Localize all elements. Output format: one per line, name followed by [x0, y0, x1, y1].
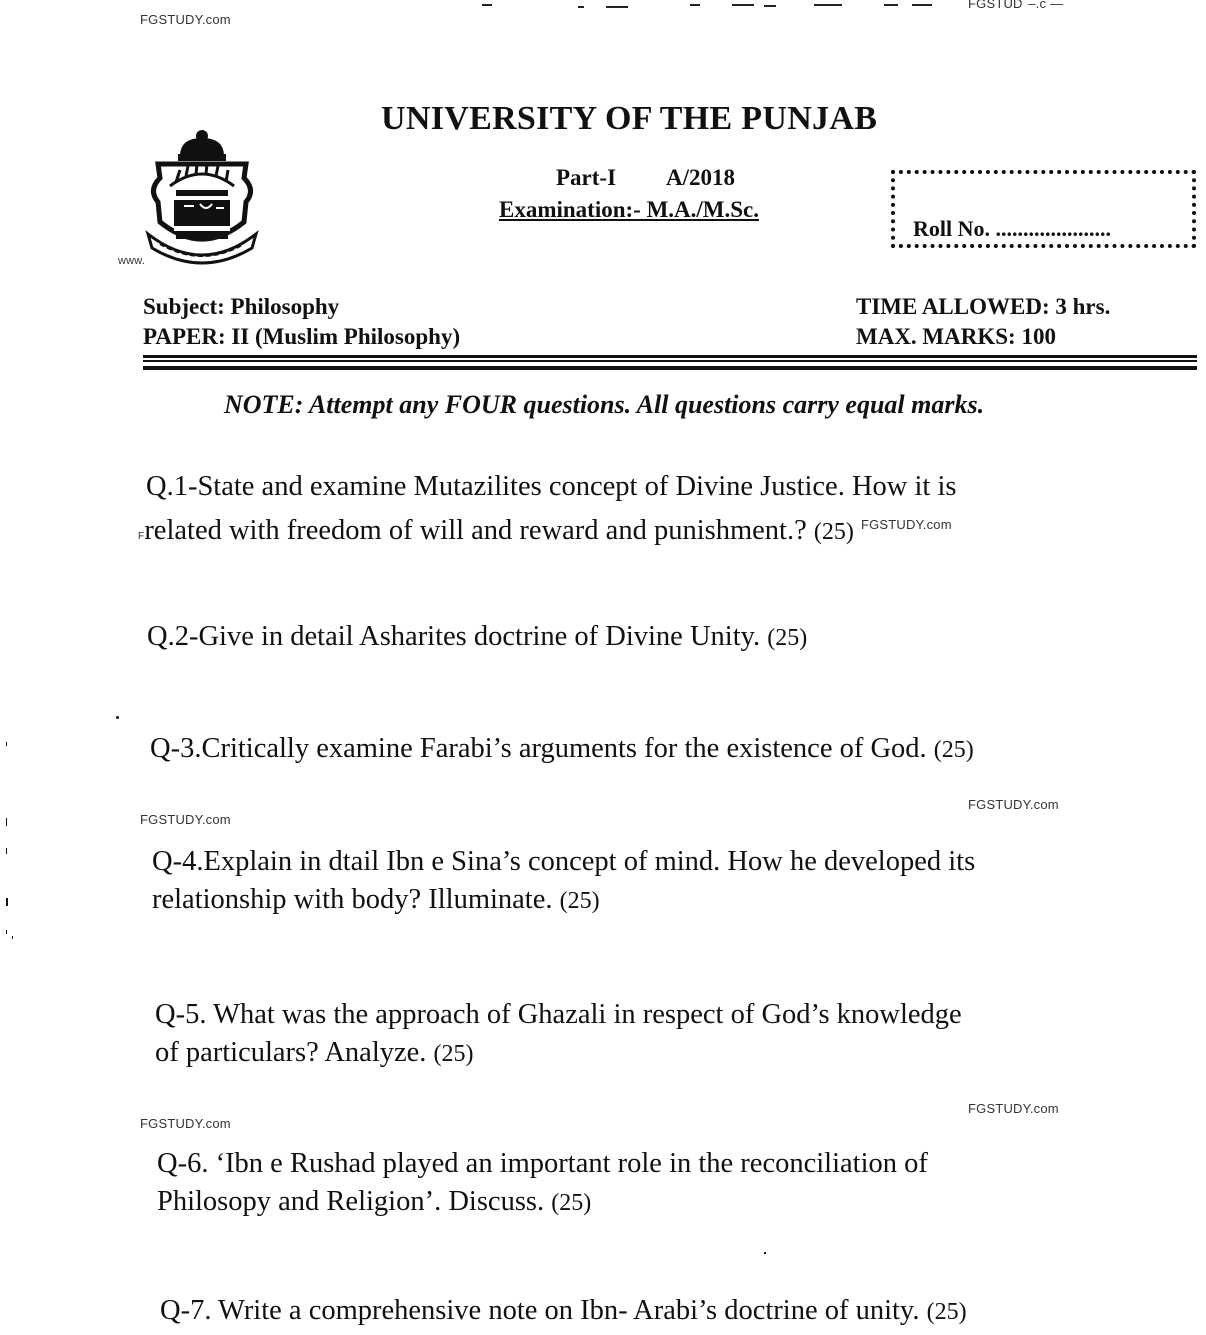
header-rule-top — [143, 355, 1197, 358]
scan-artifact-dot — [6, 742, 7, 746]
question-6 — [157, 1145, 928, 1222]
scan-artifact-dot — [6, 818, 7, 826]
question-4-line-1: Q-4.Explain in dtail Ibn e Sina’s concept of mind. How he developed its — [152, 846, 976, 877]
question-4-line-2 — [152, 881, 975, 920]
question-2 — [147, 618, 807, 657]
watermark-logo-left: www. — [118, 255, 146, 267]
question-3 — [150, 730, 974, 769]
question-6-line-2 — [157, 1183, 928, 1222]
question-2-marks: (25) — [767, 625, 808, 651]
scan-artifact-dash — [912, 4, 932, 6]
question-5-marks: (25) — [433, 1041, 474, 1067]
question-1-line-2 — [138, 506, 956, 556]
watermark-top-right: FGSTUD –.c — — [968, 0, 1064, 11]
exam-type: Examination:- M.A./M.Sc. — [499, 197, 760, 222]
scan-artifact-dash — [578, 6, 584, 8]
header-rule-middle — [143, 360, 1197, 362]
watermark-mid-right: FGSTUDY.com — [968, 797, 1059, 812]
watermark-mid-left: FGSTUDY.com — [140, 812, 231, 827]
scan-artifact-dash — [732, 4, 754, 6]
question-4-marks: (25) — [559, 888, 600, 914]
question-4 — [152, 843, 975, 920]
scan-artifact-dot — [116, 716, 119, 719]
question-5-text-2: of particulars? Analyze. — [155, 1037, 427, 1068]
question-6-line-1: Q-6. ‘Ibn e Rushad played an important role in the reconciliation of — [157, 1148, 928, 1179]
scan-artifact-dot — [6, 898, 8, 906]
watermark-low-right: FGSTUDY.com — [968, 1101, 1059, 1116]
exam-part: Part-I — [556, 165, 617, 190]
header-rule-bottom — [143, 366, 1197, 370]
scan-artifact-dash — [690, 4, 700, 6]
roll-number-box[interactable] — [891, 170, 1196, 248]
question-4-text-2: relationship with body? Illuminate. — [152, 884, 553, 915]
question-7 — [160, 1292, 967, 1331]
question-5 — [155, 996, 962, 1073]
question-1-line-1: Q.1-State and examine Mutazilites concept of Divine Justice. How it is — [146, 471, 957, 502]
question-5-line-1: Q-5. What was the approach of Ghazali in respect of God’s knowledge — [155, 999, 962, 1030]
exam-session: A/2018 — [666, 165, 735, 190]
question-7-marks: (25) — [926, 1299, 967, 1325]
question-2-text: Q.2-Give in detail Asharites doctrine of Divine Unity. — [147, 621, 761, 652]
scan-artifact-dash — [482, 4, 492, 6]
question-5-line-2 — [155, 1034, 962, 1073]
scan-artifact-dash — [884, 4, 898, 6]
time-allowed: TIME ALLOWED: 3 hrs. — [856, 294, 1111, 319]
question-1 — [138, 468, 957, 556]
subject: Subject: Philosophy — [143, 294, 340, 319]
scan-artifact-dot — [12, 936, 13, 939]
scan-artifact-dot — [764, 1252, 766, 1254]
question-6-text-2: Philosopy and Religion’. Discuss. — [157, 1186, 545, 1217]
scan-artifact-dash — [606, 6, 628, 8]
watermark-top-left: FGSTUDY.com — [140, 12, 231, 27]
scan-artifact-dash — [814, 4, 842, 6]
exam-note: NOTE: Attempt any FOUR questions. All questions carry equal marks. — [224, 390, 985, 419]
scan-artifact-dot — [6, 848, 7, 854]
university-crest — [140, 126, 264, 268]
question-7-text: Q-7. Write a comprehensive note on Ibn- Arabi’s doctrine of unity. — [160, 1295, 920, 1326]
max-marks: MAX. MARKS: 100 — [856, 324, 1056, 349]
scan-artifact-dash — [764, 5, 776, 7]
question-6-marks: (25) — [551, 1190, 592, 1216]
watermark-q1-inline: FGSTUDY.com — [860, 517, 952, 532]
scan-artifact-dot — [6, 930, 7, 934]
university-title: UNIVERSITY OF THE PUNJAB — [381, 100, 878, 137]
watermark-low-left: FGSTUDY.com — [140, 1116, 231, 1131]
roll-number-label: Roll No. ..................... — [913, 216, 1111, 241]
question-3-text: Q-3.Critically examine Farabi’s arguments for the existence of God. — [150, 733, 927, 764]
question-1-marks: (25) — [813, 519, 854, 545]
paper: PAPER: II (Muslim Philosophy) — [143, 324, 461, 349]
question-3-marks: (25) — [933, 737, 974, 763]
university-crest-icon — [140, 126, 264, 268]
question-1-text-2: related with freedom of will and reward and punishment.? — [144, 515, 807, 546]
watermark-q1-prefix: F — [138, 531, 145, 542]
